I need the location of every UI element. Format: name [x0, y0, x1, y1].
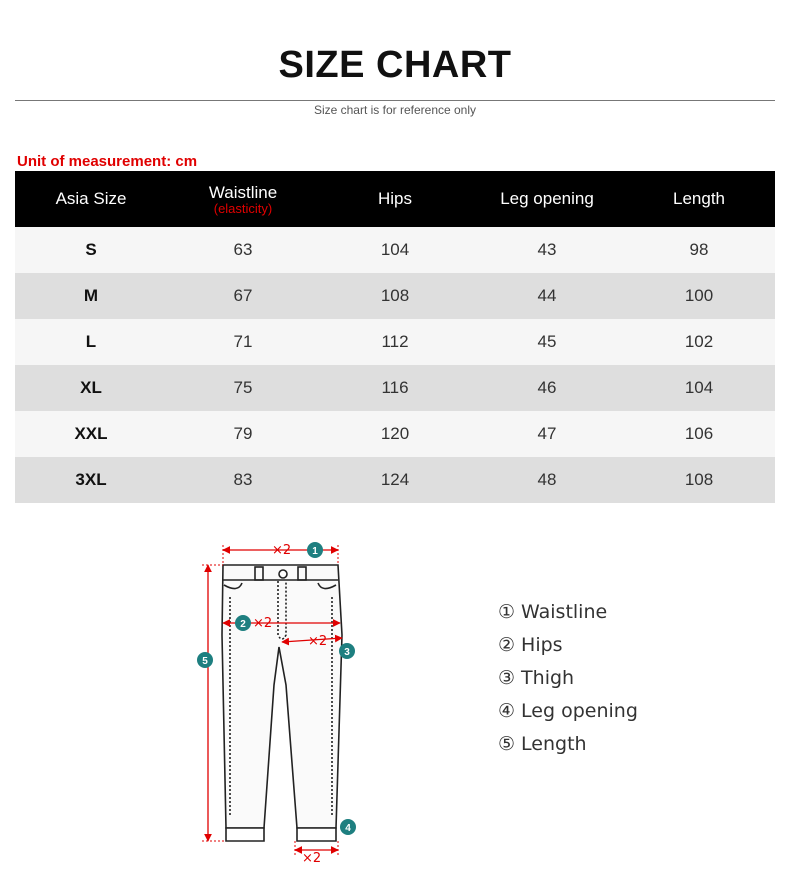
table-cell: 67 — [233, 286, 253, 305]
marker-1-icon — [307, 542, 323, 558]
column-header — [623, 171, 775, 227]
column-header-label: Leg opening — [500, 189, 594, 208]
table-cell: 43 — [537, 240, 557, 259]
waist-multiplier: ×2 — [272, 543, 292, 558]
marker-3-icon — [339, 643, 355, 659]
legend-label: Leg opening — [521, 700, 638, 722]
size-cell: L — [85, 332, 97, 351]
legend-number: ⑤ — [498, 733, 516, 755]
legend-number: ④ — [498, 700, 516, 722]
table-cell: 44 — [537, 286, 557, 305]
thigh-multiplier: ×2 — [308, 634, 328, 649]
legend-item-leg-opening — [498, 697, 638, 730]
size-cell: 3XL — [75, 470, 107, 489]
marker-4-icon — [340, 819, 356, 835]
table-row — [15, 457, 775, 503]
table-row — [15, 273, 775, 319]
svg-text:4: 4 — [345, 823, 351, 834]
table-cell: 108 — [380, 286, 410, 305]
column-header-note: (elasticity) — [213, 201, 273, 216]
table-cell: 48 — [537, 470, 557, 489]
table-cell: 124 — [380, 470, 410, 489]
table-row — [15, 227, 775, 273]
legend-item-thigh — [498, 664, 638, 697]
legend-label: Thigh — [521, 667, 575, 689]
legend-label: Hips — [521, 634, 563, 656]
column-header — [167, 171, 319, 227]
column-header-label: Waistline — [208, 183, 278, 202]
table-cell: 120 — [380, 424, 410, 443]
table-header — [15, 171, 775, 227]
page-title: SIZE CHART — [278, 44, 512, 86]
size-cell: M — [83, 286, 99, 305]
size-table — [15, 171, 775, 503]
column-header-label: Length — [673, 189, 725, 208]
measurement-legend — [498, 598, 638, 763]
table-cell: 104 — [380, 240, 410, 259]
column-header-label: Asia Size — [55, 189, 127, 208]
table-cell: 106 — [684, 424, 714, 443]
table-cell: 102 — [684, 332, 714, 351]
marker-5-icon — [197, 652, 213, 668]
table-cell: 108 — [684, 470, 714, 489]
legend-label: Waistline — [521, 601, 608, 623]
column-header — [15, 171, 167, 227]
table-cell: 63 — [233, 240, 253, 259]
svg-text:1: 1 — [312, 546, 318, 557]
table-cell: 112 — [381, 332, 409, 351]
hips-multiplier: ×2 — [253, 616, 273, 631]
marker-2-icon — [235, 615, 251, 631]
leg-multiplier: ×2 — [302, 851, 322, 866]
table-row — [15, 365, 775, 411]
legend-item-waistline — [498, 598, 638, 631]
table-cell: 98 — [689, 240, 709, 259]
size-cell: XXL — [74, 424, 108, 443]
svg-text:3: 3 — [344, 647, 350, 658]
table-cell: 71 — [233, 332, 253, 351]
column-header-label: Hips — [377, 189, 412, 208]
pants-measurement-diagram — [190, 535, 370, 870]
size-cell: S — [85, 240, 97, 259]
svg-text:5: 5 — [202, 656, 208, 667]
table-cell: 47 — [537, 424, 557, 443]
unit-label: Unit of measurement: cm — [17, 153, 198, 170]
table-cell: 79 — [233, 424, 253, 443]
table-cell: 83 — [233, 470, 253, 489]
legend-number: ① — [498, 601, 516, 623]
table-row — [15, 319, 775, 365]
table-row — [15, 411, 775, 457]
pants-outline-icon — [222, 565, 342, 841]
column-header — [319, 171, 471, 227]
legend-number: ③ — [498, 667, 516, 689]
table-cell: 75 — [233, 378, 253, 397]
size-cell: XL — [80, 378, 102, 397]
table-cell: 100 — [684, 286, 714, 305]
table-cell: 116 — [381, 378, 409, 397]
column-header — [471, 171, 623, 227]
legend-item-hips — [498, 631, 638, 664]
legend-number: ② — [498, 634, 516, 656]
legend-item-length — [498, 730, 638, 763]
table-cell: 104 — [684, 378, 714, 397]
title-divider — [15, 100, 775, 101]
table-cell: 46 — [537, 378, 557, 397]
svg-text:2: 2 — [240, 619, 246, 630]
subtitle: Size chart is for reference only — [313, 103, 477, 117]
table-cell: 45 — [537, 332, 557, 351]
legend-label: Length — [521, 733, 587, 755]
